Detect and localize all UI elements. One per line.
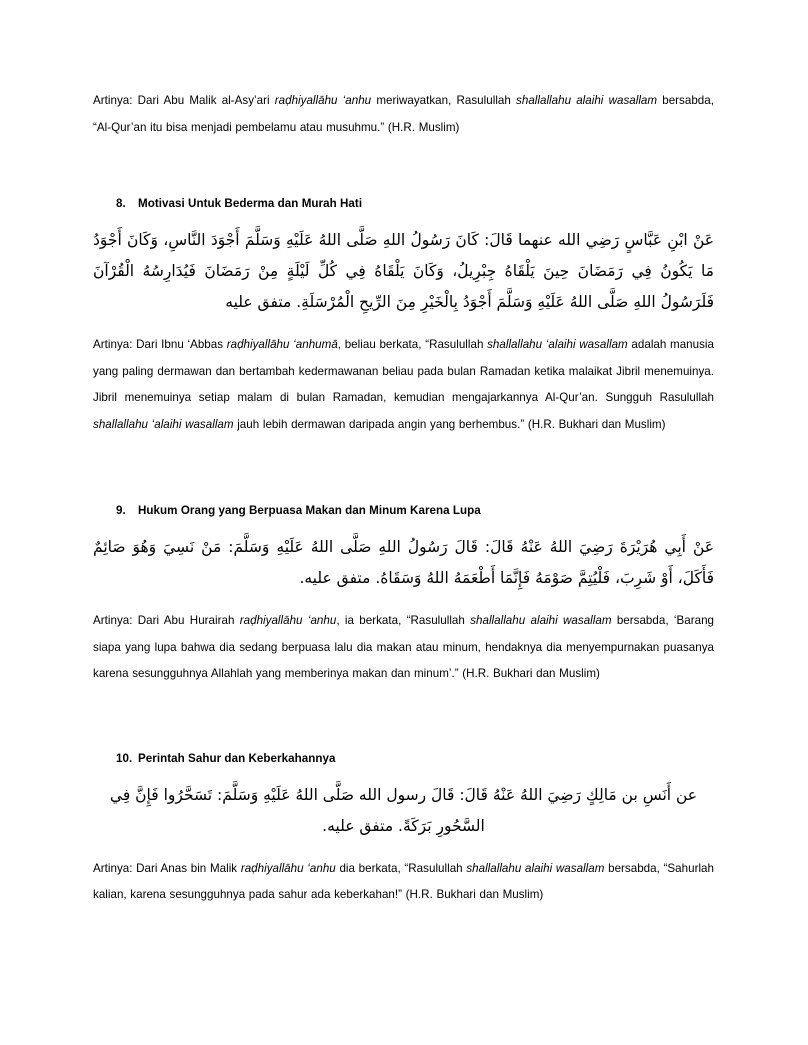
page-content [93, 88, 714, 909]
section-8-number: 8. [116, 197, 126, 210]
body-text: bersabda, ‘Barang siapa yang lupa bahwa dia sedang berpuasa lalu dia makan atau minum, hendaknya dia menyempurnakan puasanya karena sesungguhnya Allahlah yang memberinya makan dan minum’.” (H.R. Bukhari dan Muslim) [93, 614, 715, 680]
body-text: meriwayatkan, Rasulullah [371, 94, 517, 107]
section-10-arabic-hadith: عن أَنَسِ بن مَالِكٍ رَضِيَ اللهُ عَنْهُ قَالَ: قَالَ رسول الله صَلَّى اللهُ عَلَيْهِ وَسَلَّمَ: تَسَحَّرُوا فَإِنَّ فِي السَّحُورِ بَرَكَةً. متفق عليه. [109, 785, 698, 835]
section-8-heading [93, 193, 714, 215]
emphasized-text: shallallahu ‘alaihi wasallam [93, 417, 234, 431]
section-8 [93, 193, 714, 438]
section-9 [93, 500, 714, 688]
section-9-arabic-hadith: عَنْ أَبِي هُرَيْرَةَ رَضِيَ اللهُ عَنْهُ قَالَ: قَالَ رَسُولُ اللهِ صَلَّى اللهُ عَلَيْهِ وَسَلَّمَ: مَنْ نَسِيَ وَهُوَ صَائِمٌ فَأَكَلَ، أَوْ شَرِبَ، فَلْيُتِمَّ صَوْمَهُ فَإِنَّمَا أَطْعَمَهُ اللهُ وَسَقَاهُ. متفق عليه. [93, 538, 714, 587]
body-text: adalah manusia yang paling dermawan dan bertambah kedermawanan beliau pada bulan Ramadan ketika malaikat Jibril menemuinya. Jibril menemuinya setiap malam di bulan Ramadan, kemudian mengajarkannya Al-Qur’an. Sungguh Rasulullah [93, 338, 714, 404]
emphasized-text: shallallahu ‘alaihi wasallam [487, 338, 628, 351]
section-10-translation [93, 856, 714, 909]
section-8-title: Motivasi Untuk Bederma dan Murah Hati [138, 197, 363, 210]
body-text: jauh lebih dermawan daripada angin yang berhembus.” (H.R. Bukhari dan Muslim) [233, 417, 666, 431]
body-text: bersabda, “Sahurlah kalian, karena sesungguhnya pada sahur ada keberkahan!” (H.R. Bukhari dan Muslim) [93, 861, 714, 901]
section-8-arabic-hadith: عَنْ ابْنِ عَبَّاسٍ رَضِي الله عنهما قَالَ: كَانَ رَسُولُ اللهِ صَلَّى اللهُ عَلَيْهِ وَسَلَّمَ أَجْوَدَ النَّاسِ، وَكَانَ أَجْوَدُ مَا يَكُونُ فِي رَمَضَانَ حِينَ يَلْقَاهُ جِبْرِيلُ، وَكَانَ يَلْقَاهُ فِي كُلِّ لَيْلَةٍ مِنْ رَمَضَانَ فَيُدَارِسُهُ الْقُرْآنَ فَلَرَسُولُ اللهِ صَلَّى اللهُ عَلَيْهِ وَسَلَّمَ أَجْوَدُ بِالْخَيْرِ مِنَ الرِّيحِ الْمُرْسَلَةِ. متفق عليه [93, 231, 714, 311]
section-9-translation [93, 608, 714, 688]
section-9-title: Hukum Orang yang Berpuasa Makan dan Minum Karena Lupa [138, 504, 481, 517]
body-text: Artinya: Dari Anas bin Malik [93, 861, 241, 875]
emphasized-text: raḍhiyallāhu ‘anhu [274, 94, 372, 107]
section-10-number: 10. [116, 751, 133, 765]
body-text: dia berkata, “Rasulullah [335, 861, 467, 875]
section-10-title: Perintah Sahur dan Keberkahannya [138, 751, 336, 765]
body-text: , ia berkata, “Rasulullah [336, 614, 471, 627]
section-8-translation [93, 332, 714, 438]
emphasized-text: raḍhiyallāhu ‘anhumā [226, 338, 338, 351]
body-text: Artinya: Dari Abu Hurairah [93, 614, 240, 627]
emphasized-text: shallallahu alaihi wasallam [466, 861, 605, 875]
section-10-heading [93, 748, 714, 770]
body-text: Artinya: Dari Abu Malik al-Asy’ari [93, 94, 275, 107]
section-10 [93, 748, 714, 909]
emphasized-text: raḍhiyallāhu ‘anhu [239, 614, 337, 627]
emphasized-text: shallallahu alaihi wasallam [470, 614, 612, 627]
emphasized-text: raḍhiyallāhu ‘anhu [240, 861, 336, 875]
emphasized-text: shallallahu alaihi wasallam [516, 94, 658, 107]
body-text: Artinya: Dari Ibnu ‘Abbas [93, 338, 227, 351]
body-text: bersabda, “Al-Qur’an itu bisa menjadi pembelamu atau musuhmu.” (H.R. Muslim) [93, 94, 714, 134]
section-9-heading [93, 500, 714, 522]
body-text: , beliau berkata, “Rasulullah [337, 338, 488, 351]
intro-paragraph [93, 88, 714, 141]
section-9-number: 9. [116, 504, 126, 517]
